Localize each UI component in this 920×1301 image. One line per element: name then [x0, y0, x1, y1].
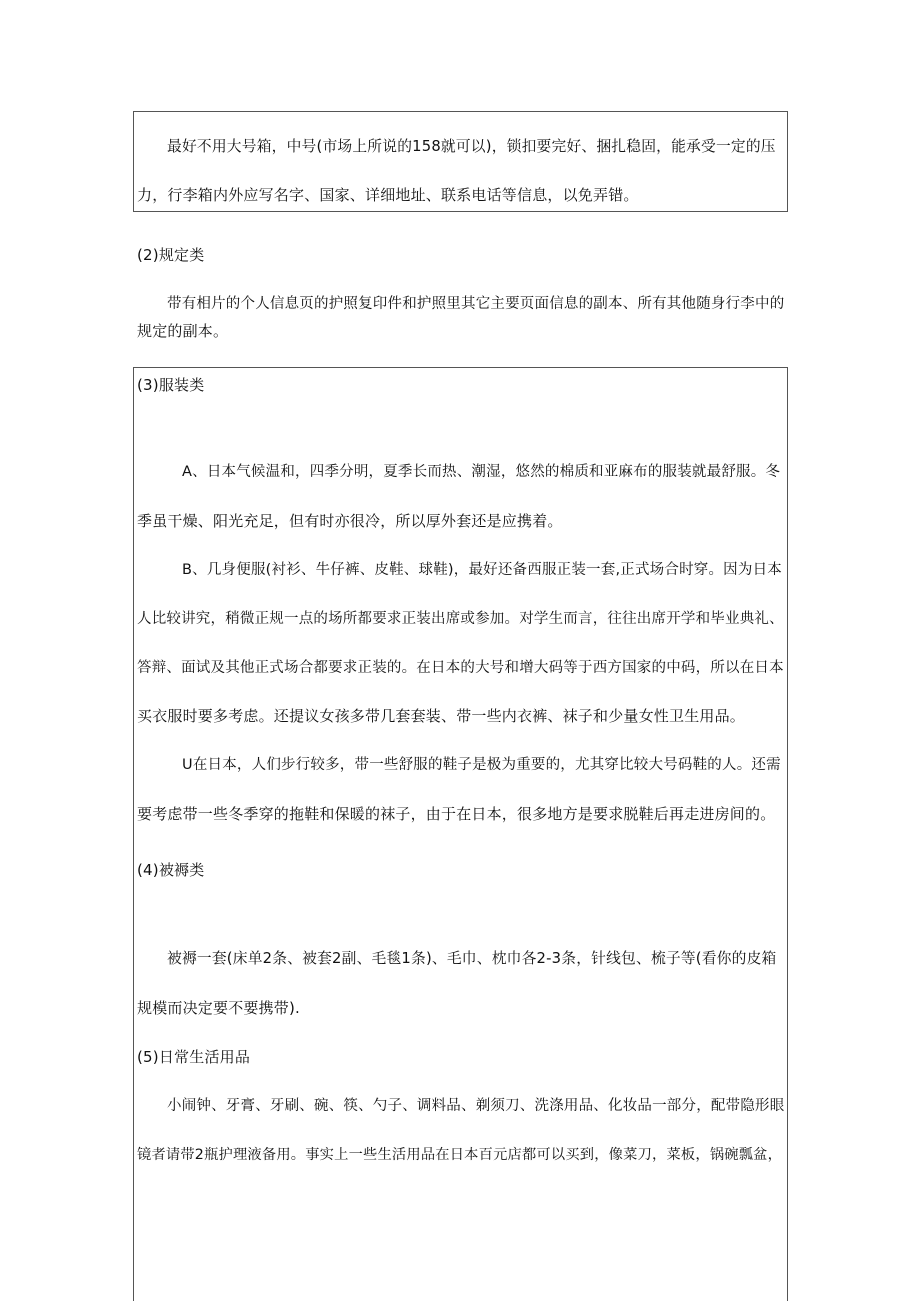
bedding-heading: (4)被褥类 [137, 861, 205, 879]
bedding-line-1: 被褥一套(床单2条、被套2副、毛毯1条)、毛巾、枕巾各2-3条，针线包、梳子等(看你的皮箱 [167, 950, 777, 967]
luggage-note-line-2: 力，行李箱内外应写名字、国家、详细地址、联系电话等信息，以免弄错。 [137, 186, 639, 204]
bedding-line-2: 规模而决定要不要携带). [137, 999, 301, 1017]
clothing-u-line-1: U在日本，人们步行较多，带一些舒服的鞋子是极为重要的，尤其穿比较大号码鞋的人。还需 [182, 757, 781, 773]
clothing-b-line-2: 人比较讲究，稍微正规一点的场所都要求正装出席或参加。对学生而言，往往出席开学和毕业典礼、 [137, 611, 784, 627]
daily-line-2: 镜者请带2瓶护理液备用。事实上一些生活用品在日本百元店都可以买到，像菜刀，菜板，锅碗瓢盆， [137, 1147, 783, 1163]
clothing-b-line-1: B、几身便服(衬衫、牛仔裤、皮鞋、球鞋)，最好还备西服正装一套,正式场合时穿。因为日本 [182, 562, 782, 578]
regulation-line-1: 带有相片的个人信息页的护照复印件和护照里其它主要页面信息的副本、所有其他随身行李中的 [167, 296, 785, 312]
daily-heading: (5)日常生活用品 [137, 1048, 251, 1066]
clothing-a-line-1: A、日本气候温和，四季分明，夏季长而热、潮湿，悠然的棉质和亚麻布的服装就最舒服。冬 [182, 464, 781, 480]
clothing-b-line-3: 答辩、面试及其他正式场合都要求正装的。在日本的大号和增大码等于西方国家的中码，所以在日本 [137, 660, 784, 676]
clothing-a-line-2: 季虽干燥、阳光充足，但有时亦很冷，所以厚外套还是应携着。 [137, 512, 563, 530]
regulation-heading: (2)规定类 [137, 246, 205, 264]
clothing-u-line-2: 要考虑带一些冬季穿的拖鞋和保暖的袜子，由于在日本，很多地方是要求脱鞋后再走进房间的。 [137, 805, 776, 823]
luggage-note-line-1: 最好不用大号箱，中号(市场上所说的158就可以)，锁扣要完好、捆扎稳固，能承受一定的压 [167, 138, 776, 155]
daily-line-1: 小闹钟、牙膏、牙刷、碗、筷、勺子、调料品、剃须刀、洗涤用品、化妆品一部分，配带隐形眼 [167, 1098, 785, 1114]
clothing-b-line-4: 买衣服时要多考虑。还提议女孩多带几套套装、带一些内衣裤、袜子和少量女性卫生用品。 [137, 707, 746, 725]
clothing-heading: (3)服装类 [137, 376, 205, 394]
regulation-line-2: 规定的副本。 [137, 322, 229, 340]
